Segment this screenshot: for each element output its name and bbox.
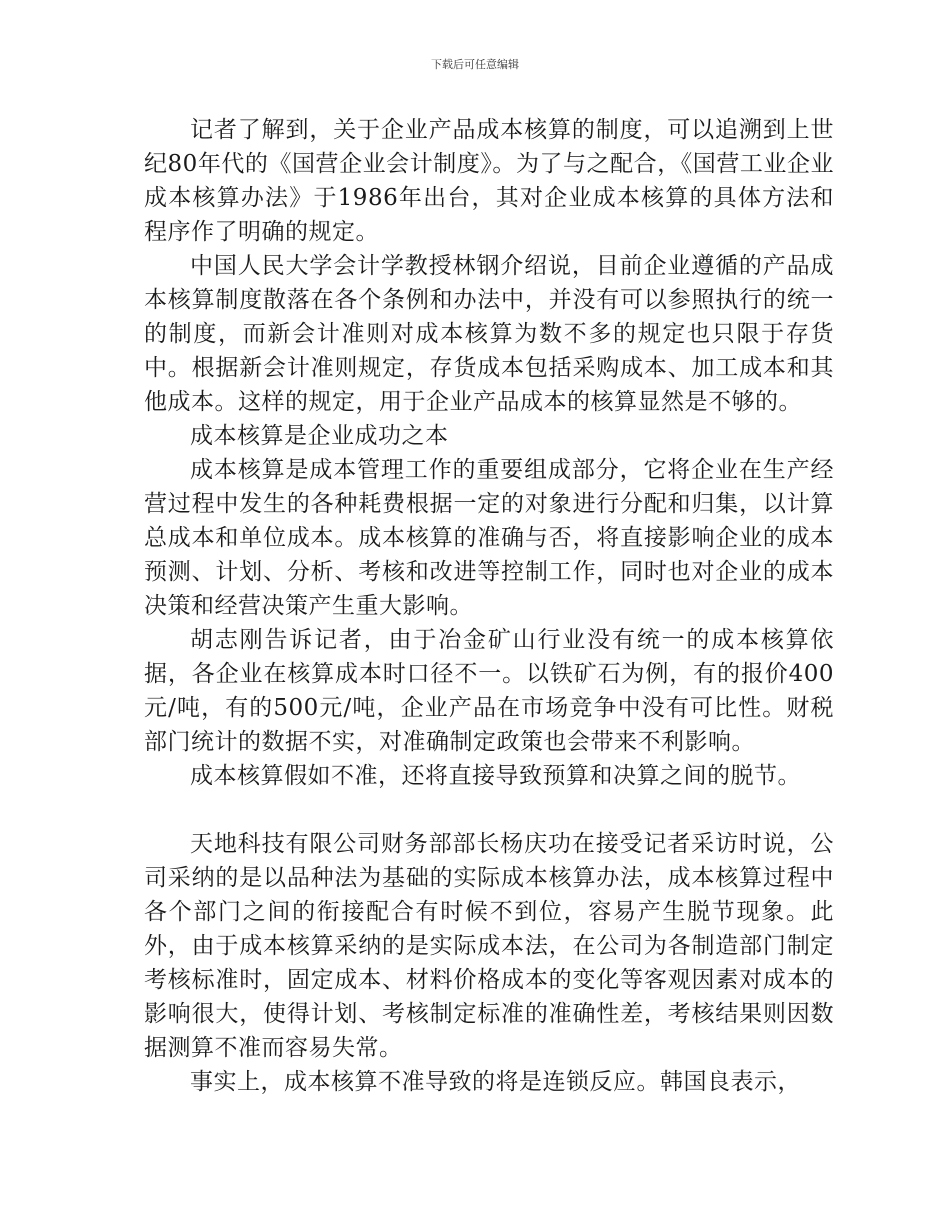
page-header-note: 下载后可任意编辑 — [431, 58, 519, 71]
paragraph-2: 中国人民大学会计学教授林钢介绍说，目前企业遵循的产品成本核算制度散落在各个条例和办法中，并没有可以参照执行的统一的制度，而新会计准则对成本核算为数不多的规定也只限于存货中。根据新会计准则规定，存货成本包括采购成本、加工成本和其他成本。这样的规定，用于企业产品成本的核算显然是不够的。 — [144, 253, 834, 415]
paragraph-6: 天地科技有限公司财务部部长杨庆功在接受记者采访时说，公司采纳的是以品种法为基础的实际成本核算办法，成本核算过程中各个部门之间的衔接配合有时候不到位，容易产生脱节现象。此外，由于成本核算采纳的是实际成本法，在公司为各制造部门制定考核标准时，固定成本、材料价格成本的变化等客观因素对成本的影响很大，使得计划、考核制定标准的准确性差，考核结果则因数据测算不准而容易失常。 — [144, 831, 834, 1061]
paragraph-1: 记者了解到，关于企业产品成本核算的制度，可以追溯到上世纪80年代的《国营企业会计制度》。为了与之配合，《国营工业企业成本核算办法》于1986年出台，其对企业成本核算的具体方法和程序作了明确的规定。 — [144, 117, 834, 245]
paragraph-4: 胡志刚告诉记者，由于冶金矿山行业没有统一的成本核算依据，各企业在核算成本时口径不一。以铁矿石为例，有的报价400元/吨，有的500元/吨，企业产品在市场竞争中没有可比性。财税部门统计的数据不实，对准确制定政策也会带来不利影响。 — [144, 627, 834, 755]
blank-line — [144, 793, 834, 827]
section-heading: 成本核算是企业成功之本 — [190, 423, 449, 449]
paragraph-5: 成本核算假如不准，还将直接导致预算和决算之间的脱节。 — [190, 763, 801, 789]
article-body — [144, 113, 834, 1099]
paragraph-7: 事实上，成本核算不准导致的将是连锁反应。韩国良表示， — [190, 1069, 801, 1095]
paragraph-3: 成本核算是成本管理工作的重要组成部分，它将企业在生产经营过程中发生的各种耗费根据一定的对象进行分配和归集，以计算总成本和单位成本。成本核算的准确与否，将直接影响企业的成本预测、计划、分析、考核和改进等控制工作，同时也对企业的成本决策和经营决策产生重大影响。 — [144, 457, 834, 619]
